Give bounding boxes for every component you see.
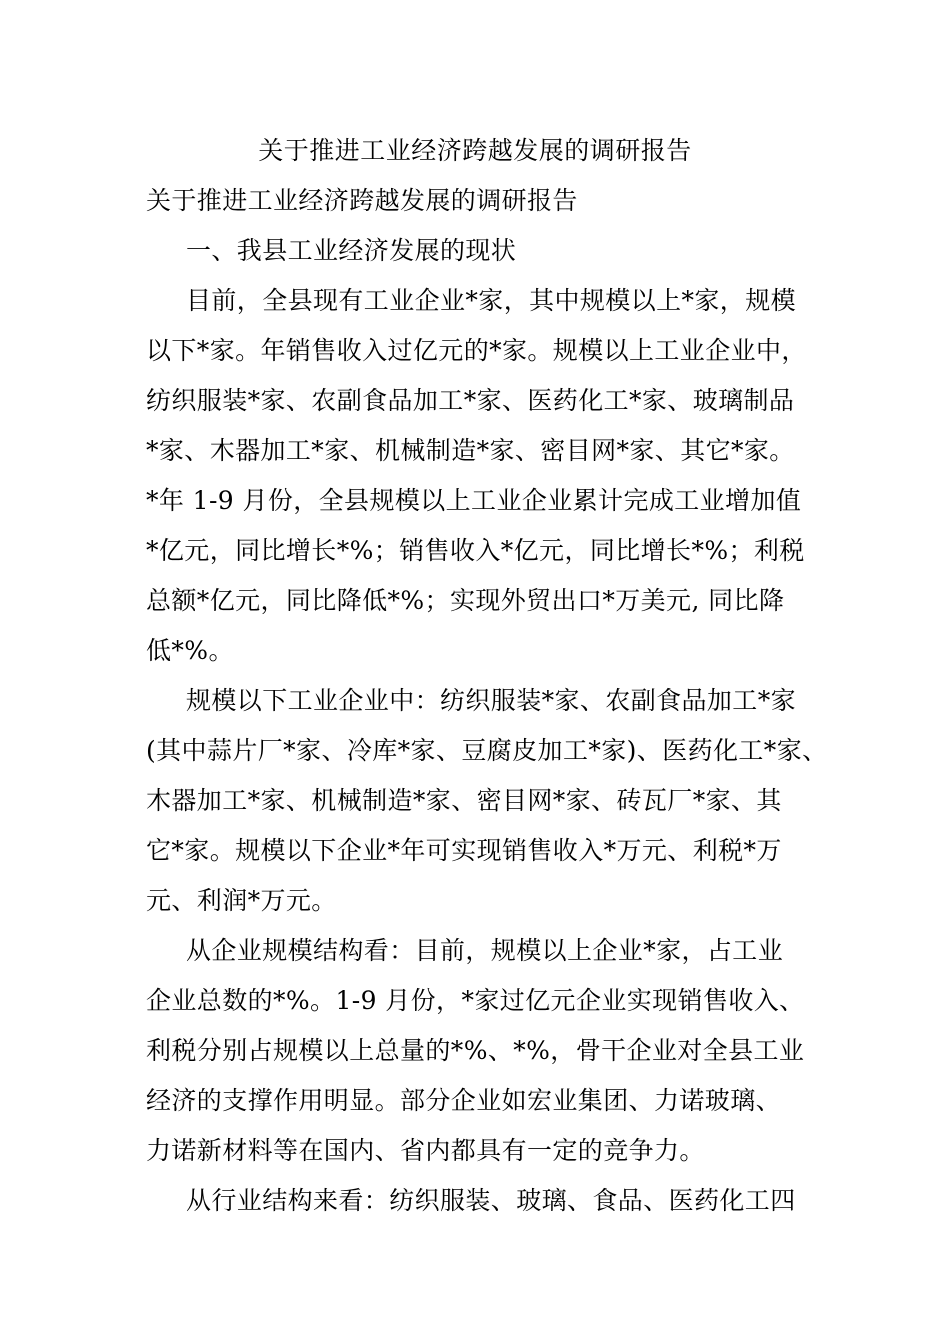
paragraph-line: 它*家。规模以下企业*年可实现销售收入*万元、利税*万 <box>146 836 782 865</box>
paragraph-line: 规模以下工业企业中：纺织服装*家、农副食品加工*家 <box>186 686 797 715</box>
section-heading: 一、我县工业经济发展的现状 <box>186 236 517 265</box>
paragraph-line: *年 1-9 月份，全县规模以上工业企业累计完成工业增加值 <box>146 486 802 515</box>
paragraph-line: 低*%。 <box>146 636 234 665</box>
paragraph-line: 利税分别占规模以上总量的*%、*%，骨干企业对全县工业 <box>146 1036 805 1065</box>
paragraph-line: 木器加工*家、机械制造*家、密目网*家、砖瓦厂*家、其 <box>146 786 782 815</box>
paragraph-line: 经济的支撑作用明显。部分企业如宏业集团、力诺玻璃、 <box>146 1086 782 1115</box>
paragraph-line: 企业总数的*%。1-9 月份，*家过亿元企业实现销售收入、 <box>146 986 805 1015</box>
paragraph-line: 纺织服装*家、农副食品加工*家、医药化工*家、玻璃制品 <box>146 386 795 415</box>
paragraph-line: 目前，全县现有工业企业*家，其中规模以上*家，规模 <box>186 286 797 315</box>
document-subtitle: 关于推进工业经济跨越发展的调研报告 <box>146 186 578 215</box>
paragraph-line: *亿元，同比增长*%；销售收入*亿元，同比增长*%；利税 <box>146 536 805 565</box>
paragraph-line: 力诺新材料等在国内、省内都具有一定的竞争力。 <box>146 1136 705 1165</box>
paragraph-line: 从行业结构来看：纺织服装、玻璃、食品、医药化工四 <box>186 1186 796 1215</box>
document-title: 关于推进工业经济跨越发展的调研报告 <box>258 136 692 165</box>
paragraph-line: 总额*亿元，同比降低*%；实现外贸出口*万美元, 同比降 <box>146 586 785 615</box>
paragraph-line: 元、利润*万元。 <box>146 886 337 915</box>
paragraph-line: 从企业规模结构看：目前，规模以上企业*家，占工业 <box>186 936 784 965</box>
paragraph-line: *家、木器加工*家、机械制造*家、密目网*家、其它*家。 <box>146 436 795 465</box>
paragraph-line: 以下*家。年销售收入过亿元的*家。规模以上工业企业中， <box>146 336 807 365</box>
paragraph-line: (其中蒜片厂*家、冷库*家、豆腐皮加工*家)、医药化工*家、 <box>146 736 828 765</box>
